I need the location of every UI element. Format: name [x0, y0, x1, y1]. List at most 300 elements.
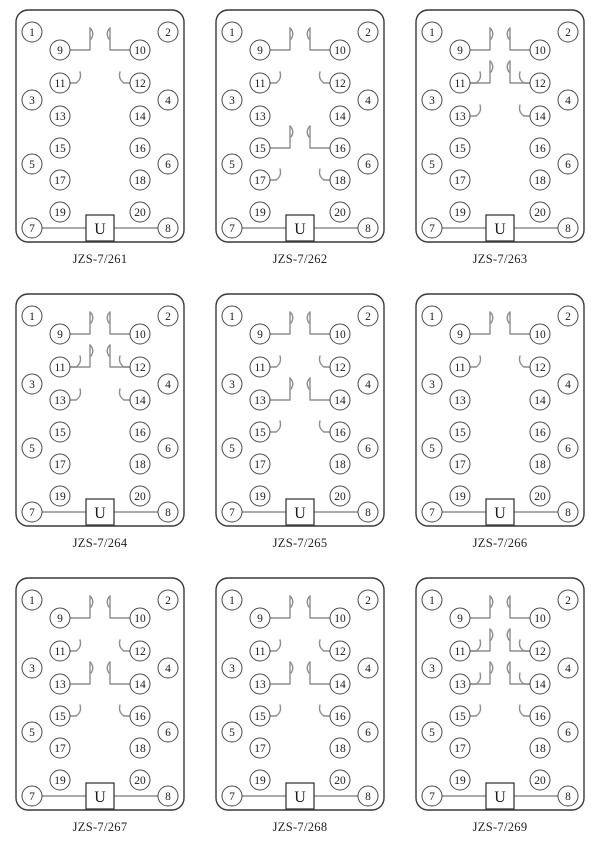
terminal-5 — [222, 438, 242, 458]
svg-text:5: 5 — [29, 727, 35, 740]
svg-text:15: 15 — [454, 711, 466, 724]
relay-diagram — [412, 290, 588, 530]
svg-text:9: 9 — [257, 613, 263, 626]
terminal-14 — [130, 106, 150, 126]
terminal-13 — [250, 390, 270, 410]
terminal-10 — [130, 40, 150, 60]
terminal-3 — [22, 374, 42, 394]
terminal-19 — [250, 770, 270, 790]
terminal-9 — [250, 608, 270, 628]
terminal-1 — [222, 590, 242, 610]
svg-text:16: 16 — [334, 143, 346, 156]
svg-text:6: 6 — [565, 159, 571, 172]
svg-text:11: 11 — [454, 78, 466, 91]
svg-text:3: 3 — [429, 95, 435, 108]
terminal-9 — [450, 324, 470, 344]
svg-text:17: 17 — [54, 743, 66, 756]
terminal-7 — [222, 218, 242, 238]
terminal-3 — [222, 658, 242, 678]
svg-text:12: 12 — [134, 362, 146, 375]
svg-text:12: 12 — [334, 362, 346, 375]
svg-text:8: 8 — [165, 223, 171, 236]
svg-text:16: 16 — [534, 711, 546, 724]
terminal-17 — [450, 170, 470, 190]
terminal-18 — [130, 170, 150, 190]
svg-text:17: 17 — [54, 459, 66, 472]
svg-text:17: 17 — [254, 175, 266, 188]
svg-text:2: 2 — [165, 27, 171, 40]
svg-text:2: 2 — [165, 595, 171, 608]
svg-text:20: 20 — [534, 775, 546, 788]
svg-text:18: 18 — [134, 743, 146, 756]
terminal-6 — [358, 154, 378, 174]
terminal-10 — [330, 40, 350, 60]
terminal-15 — [250, 706, 270, 726]
svg-text:12: 12 — [134, 646, 146, 659]
svg-text:2: 2 — [565, 27, 571, 40]
svg-text:9: 9 — [257, 329, 263, 342]
terminal-2 — [358, 22, 378, 42]
svg-text:4: 4 — [365, 95, 371, 108]
svg-text:6: 6 — [165, 443, 171, 456]
terminal-16 — [530, 138, 550, 158]
svg-text:5: 5 — [229, 727, 235, 740]
terminal-11 — [250, 357, 270, 377]
svg-text:16: 16 — [134, 143, 146, 156]
terminal-12 — [130, 357, 150, 377]
svg-text:3: 3 — [229, 95, 235, 108]
terminal-5 — [422, 154, 442, 174]
svg-text:3: 3 — [29, 95, 35, 108]
svg-text:20: 20 — [134, 207, 146, 220]
terminal-17 — [450, 738, 470, 758]
svg-text:4: 4 — [365, 663, 371, 676]
terminal-20 — [530, 486, 550, 506]
wiring-diagram — [212, 290, 388, 530]
terminal-4 — [158, 658, 178, 678]
svg-text:2: 2 — [365, 595, 371, 608]
svg-text:4: 4 — [165, 663, 171, 676]
svg-text:5: 5 — [429, 159, 435, 172]
svg-text:10: 10 — [534, 613, 546, 626]
terminal-14 — [330, 390, 350, 410]
terminal-3 — [222, 374, 242, 394]
svg-text:6: 6 — [565, 443, 571, 456]
svg-text:1: 1 — [429, 595, 435, 608]
svg-text:16: 16 — [334, 711, 346, 724]
svg-text:5: 5 — [229, 159, 235, 172]
svg-text:7: 7 — [429, 507, 435, 520]
diagram-cell — [400, 284, 600, 568]
terminal-12 — [130, 73, 150, 93]
diagram-cell — [0, 284, 200, 568]
terminal-7 — [422, 786, 442, 806]
svg-text:5: 5 — [29, 159, 35, 172]
terminal-13 — [250, 106, 270, 126]
svg-text:17: 17 — [54, 175, 66, 188]
terminal-2 — [558, 590, 578, 610]
svg-text:9: 9 — [457, 45, 463, 58]
svg-text:14: 14 — [334, 395, 346, 408]
svg-text:13: 13 — [254, 111, 266, 124]
svg-text:8: 8 — [365, 507, 371, 520]
terminal-1 — [422, 590, 442, 610]
svg-text:19: 19 — [454, 491, 466, 504]
terminal-5 — [422, 722, 442, 742]
svg-text:10: 10 — [534, 329, 546, 342]
diagram-cell — [200, 568, 400, 852]
terminal-3 — [422, 374, 442, 394]
svg-text:11: 11 — [454, 362, 466, 375]
svg-text:2: 2 — [165, 311, 171, 324]
svg-text:17: 17 — [454, 743, 466, 756]
diagram-caption: JZS-7/262 — [272, 252, 328, 266]
terminal-8 — [158, 218, 178, 238]
terminal-4 — [158, 90, 178, 110]
wiring-diagram — [412, 6, 588, 246]
svg-text:11: 11 — [254, 362, 266, 375]
svg-text:20: 20 — [534, 207, 546, 220]
terminal-17 — [50, 738, 70, 758]
terminal-10 — [330, 324, 350, 344]
svg-text:9: 9 — [257, 45, 263, 58]
terminal-6 — [558, 154, 578, 174]
terminal-15 — [50, 422, 70, 442]
svg-text:8: 8 — [565, 223, 571, 236]
svg-text:16: 16 — [334, 427, 346, 440]
svg-text:6: 6 — [365, 159, 371, 172]
relay-diagram — [212, 574, 388, 814]
svg-text:17: 17 — [454, 175, 466, 188]
relay-outline — [416, 578, 584, 810]
svg-text:20: 20 — [334, 491, 346, 504]
svg-text:10: 10 — [534, 45, 546, 58]
terminal-7 — [22, 786, 42, 806]
svg-text:6: 6 — [365, 727, 371, 740]
terminal-6 — [358, 438, 378, 458]
terminal-16 — [130, 706, 150, 726]
terminal-20 — [330, 202, 350, 222]
svg-text:10: 10 — [334, 613, 346, 626]
svg-text:7: 7 — [29, 791, 35, 804]
svg-text:4: 4 — [565, 95, 571, 108]
terminal-3 — [22, 658, 42, 678]
terminal-17 — [250, 454, 270, 474]
terminal-9 — [450, 608, 470, 628]
svg-text:3: 3 — [429, 663, 435, 676]
svg-text:4: 4 — [365, 379, 371, 392]
terminal-12 — [530, 73, 550, 93]
relay-diagram — [12, 290, 188, 530]
terminal-11 — [450, 641, 470, 661]
svg-text:18: 18 — [334, 175, 346, 188]
svg-text:15: 15 — [254, 143, 266, 156]
svg-text:8: 8 — [565, 791, 571, 804]
terminal-8 — [358, 218, 378, 238]
svg-text:2: 2 — [565, 311, 571, 324]
svg-text:7: 7 — [429, 791, 435, 804]
relay-outline — [416, 294, 584, 526]
terminal-2 — [158, 590, 178, 610]
terminal-11 — [250, 641, 270, 661]
svg-text:5: 5 — [429, 727, 435, 740]
wiring-diagram — [12, 6, 188, 246]
terminal-10 — [530, 608, 550, 628]
terminal-5 — [222, 722, 242, 742]
svg-text:11: 11 — [254, 646, 266, 659]
coil-label: U — [494, 789, 506, 806]
terminal-10 — [530, 40, 550, 60]
svg-text:20: 20 — [534, 491, 546, 504]
relay-diagram — [412, 574, 588, 814]
svg-text:1: 1 — [429, 27, 435, 40]
svg-text:16: 16 — [534, 143, 546, 156]
terminal-3 — [422, 90, 442, 110]
svg-text:19: 19 — [54, 491, 66, 504]
terminal-13 — [450, 674, 470, 694]
svg-text:6: 6 — [165, 159, 171, 172]
coil-label: U — [494, 221, 506, 238]
terminal-14 — [530, 106, 550, 126]
svg-text:13: 13 — [54, 395, 66, 408]
svg-text:8: 8 — [165, 507, 171, 520]
terminal-15 — [450, 422, 470, 442]
svg-text:9: 9 — [57, 329, 63, 342]
svg-text:2: 2 — [565, 595, 571, 608]
svg-text:6: 6 — [165, 727, 171, 740]
terminal-16 — [330, 422, 350, 442]
terminal-6 — [158, 154, 178, 174]
svg-text:15: 15 — [54, 143, 66, 156]
terminal-5 — [22, 722, 42, 742]
terminal-20 — [130, 202, 150, 222]
terminal-5 — [222, 154, 242, 174]
terminal-16 — [330, 138, 350, 158]
terminal-8 — [358, 786, 378, 806]
svg-text:11: 11 — [54, 78, 66, 91]
relay-outline — [16, 294, 184, 526]
terminal-7 — [22, 218, 42, 238]
relay-outline — [216, 578, 384, 810]
terminal-6 — [558, 722, 578, 742]
terminal-8 — [558, 218, 578, 238]
diagram-cell — [0, 568, 200, 852]
relay-outline — [216, 10, 384, 242]
terminal-20 — [530, 202, 550, 222]
terminal-5 — [22, 154, 42, 174]
diagram-cell — [200, 284, 400, 568]
svg-text:5: 5 — [29, 443, 35, 456]
svg-text:3: 3 — [29, 379, 35, 392]
svg-text:1: 1 — [429, 311, 435, 324]
terminal-16 — [130, 138, 150, 158]
terminal-18 — [130, 738, 150, 758]
terminal-8 — [558, 502, 578, 522]
svg-text:1: 1 — [229, 595, 235, 608]
svg-text:1: 1 — [29, 27, 35, 40]
svg-text:14: 14 — [534, 111, 546, 124]
svg-text:8: 8 — [365, 791, 371, 804]
svg-text:4: 4 — [565, 663, 571, 676]
terminal-16 — [130, 422, 150, 442]
terminal-6 — [158, 722, 178, 742]
wiring-diagram — [412, 574, 588, 814]
terminal-2 — [358, 306, 378, 326]
terminal-11 — [450, 357, 470, 377]
svg-text:13: 13 — [454, 395, 466, 408]
svg-text:18: 18 — [534, 175, 546, 188]
terminal-4 — [158, 374, 178, 394]
svg-text:10: 10 — [134, 613, 146, 626]
svg-text:7: 7 — [29, 223, 35, 236]
diagram-caption: JZS-7/269 — [472, 820, 528, 834]
terminal-2 — [158, 306, 178, 326]
svg-text:15: 15 — [254, 427, 266, 440]
terminal-14 — [530, 390, 550, 410]
terminal-18 — [330, 454, 350, 474]
svg-text:19: 19 — [454, 775, 466, 788]
wiring-diagram — [212, 574, 388, 814]
terminal-7 — [22, 502, 42, 522]
svg-text:8: 8 — [165, 791, 171, 804]
terminal-11 — [450, 73, 470, 93]
svg-text:9: 9 — [457, 329, 463, 342]
wiring-diagram — [212, 6, 388, 246]
svg-text:4: 4 — [165, 95, 171, 108]
svg-text:11: 11 — [54, 646, 66, 659]
coil-label: U — [494, 505, 506, 522]
svg-text:18: 18 — [534, 743, 546, 756]
terminal-20 — [330, 770, 350, 790]
terminal-14 — [130, 674, 150, 694]
terminal-11 — [50, 73, 70, 93]
terminal-12 — [330, 73, 350, 93]
terminal-8 — [358, 502, 378, 522]
svg-text:13: 13 — [254, 395, 266, 408]
terminal-15 — [450, 706, 470, 726]
svg-text:10: 10 — [334, 45, 346, 58]
relay-outline — [416, 10, 584, 242]
diagram-cell — [200, 0, 400, 284]
svg-text:17: 17 — [454, 459, 466, 472]
terminal-7 — [422, 502, 442, 522]
svg-text:7: 7 — [429, 223, 435, 236]
terminal-15 — [250, 422, 270, 442]
terminal-4 — [358, 90, 378, 110]
terminal-13 — [50, 674, 70, 694]
svg-text:19: 19 — [254, 775, 266, 788]
svg-text:7: 7 — [229, 791, 235, 804]
terminal-15 — [50, 138, 70, 158]
svg-text:16: 16 — [534, 427, 546, 440]
terminal-15 — [450, 138, 470, 158]
svg-text:14: 14 — [134, 111, 146, 124]
terminal-18 — [330, 170, 350, 190]
svg-text:3: 3 — [229, 379, 235, 392]
svg-text:14: 14 — [534, 395, 546, 408]
terminal-13 — [450, 390, 470, 410]
terminal-1 — [222, 306, 242, 326]
terminal-14 — [330, 674, 350, 694]
terminal-4 — [358, 374, 378, 394]
terminal-2 — [158, 22, 178, 42]
terminal-10 — [130, 324, 150, 344]
svg-text:12: 12 — [134, 78, 146, 91]
svg-text:4: 4 — [165, 379, 171, 392]
svg-text:17: 17 — [254, 743, 266, 756]
svg-text:2: 2 — [365, 27, 371, 40]
svg-text:6: 6 — [565, 727, 571, 740]
terminal-10 — [530, 324, 550, 344]
svg-text:1: 1 — [29, 311, 35, 324]
diagram-cell — [0, 0, 200, 284]
terminal-14 — [130, 390, 150, 410]
terminal-17 — [450, 454, 470, 474]
svg-text:14: 14 — [334, 679, 346, 692]
svg-text:16: 16 — [134, 427, 146, 440]
terminal-2 — [558, 306, 578, 326]
svg-text:13: 13 — [254, 679, 266, 692]
terminal-6 — [158, 438, 178, 458]
terminal-16 — [530, 422, 550, 442]
terminal-8 — [158, 786, 178, 806]
svg-text:12: 12 — [534, 78, 546, 91]
svg-text:3: 3 — [29, 663, 35, 676]
relay-diagram — [212, 6, 388, 246]
terminal-5 — [422, 438, 442, 458]
terminal-20 — [530, 770, 550, 790]
diagram-caption: JZS-7/267 — [72, 820, 128, 834]
svg-text:10: 10 — [134, 45, 146, 58]
svg-text:20: 20 — [134, 491, 146, 504]
svg-text:11: 11 — [54, 362, 66, 375]
terminal-9 — [50, 324, 70, 344]
terminal-4 — [558, 90, 578, 110]
svg-text:15: 15 — [254, 711, 266, 724]
diagram-caption: JZS-7/264 — [72, 536, 128, 550]
svg-text:12: 12 — [334, 78, 346, 91]
terminal-20 — [330, 486, 350, 506]
terminal-19 — [50, 486, 70, 506]
terminal-16 — [330, 706, 350, 726]
terminal-1 — [222, 22, 242, 42]
terminal-1 — [22, 306, 42, 326]
terminal-19 — [450, 486, 470, 506]
svg-text:18: 18 — [134, 175, 146, 188]
svg-text:3: 3 — [429, 379, 435, 392]
terminal-17 — [50, 454, 70, 474]
svg-text:16: 16 — [134, 711, 146, 724]
svg-text:13: 13 — [454, 111, 466, 124]
terminal-19 — [450, 202, 470, 222]
svg-text:19: 19 — [254, 491, 266, 504]
svg-text:20: 20 — [334, 775, 346, 788]
svg-text:14: 14 — [334, 111, 346, 124]
relay-diagram — [212, 290, 388, 530]
terminal-12 — [330, 641, 350, 661]
terminal-18 — [530, 170, 550, 190]
svg-text:10: 10 — [334, 329, 346, 342]
svg-text:2: 2 — [365, 311, 371, 324]
wiring-diagram — [12, 290, 188, 530]
svg-text:7: 7 — [29, 507, 35, 520]
terminal-12 — [130, 641, 150, 661]
coil-label: U — [94, 505, 106, 522]
diagram-caption: JZS-7/268 — [272, 820, 328, 834]
relay-diagram — [12, 574, 188, 814]
terminal-15 — [250, 138, 270, 158]
terminal-3 — [22, 90, 42, 110]
